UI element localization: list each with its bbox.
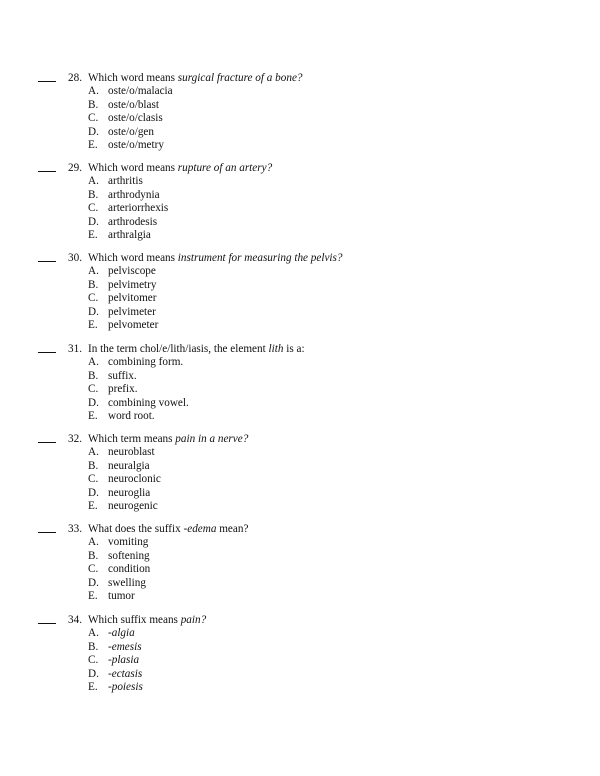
option-text: pelvometer: [108, 319, 159, 332]
question-text-part: In the term chol/e/lith/iasis, the element: [88, 343, 269, 355]
answer-blank[interactable]: [38, 171, 56, 172]
option-letter: A.: [88, 85, 99, 97]
option-text: oste/o/metry: [108, 139, 164, 152]
option-letter: D.: [88, 667, 99, 680]
question-stem: [0, 251, 600, 266]
option-text: oste/o/clasis: [108, 112, 163, 125]
option-text: oste/o/gen: [108, 125, 154, 138]
option-text: neurogenic: [108, 500, 158, 513]
option-letter: D.: [88, 215, 99, 228]
question-text: [88, 161, 272, 175]
option-text: -plasia: [108, 654, 140, 667]
option-letter: E.: [88, 139, 98, 152]
question-32: [0, 432, 600, 513]
option-text: arthralgia: [108, 229, 151, 242]
option-letter: C.: [88, 563, 99, 576]
option-item: [0, 216, 600, 230]
option-text: neuroglia: [108, 486, 151, 499]
option-text: pelvitomer: [108, 292, 157, 305]
question-number: 32.: [68, 433, 82, 445]
option-item: [0, 112, 600, 126]
option-text: pelvimeter: [108, 305, 156, 318]
option-text: suffix.: [108, 369, 137, 382]
option-item: [0, 139, 600, 153]
option-letter: C.: [88, 654, 99, 667]
question-text-part: instrument for measuring the pelvis?: [177, 252, 343, 264]
option-letter: D.: [88, 125, 99, 138]
question-text-part: Which word means: [88, 252, 178, 264]
option-list: [0, 265, 600, 333]
question-30: [0, 251, 600, 332]
question-text-part: mean?: [216, 523, 249, 535]
option-letter: A.: [88, 175, 99, 187]
option-letter: B.: [88, 369, 99, 382]
option-letter: B.: [88, 640, 99, 653]
option-item: [0, 370, 600, 384]
option-text: -algia: [108, 627, 135, 639]
option-text: prefix.: [108, 383, 138, 396]
question-31: [0, 342, 600, 423]
option-item: [0, 627, 600, 641]
option-letter: A.: [88, 265, 99, 277]
option-text: arteriorrhexis: [108, 202, 169, 215]
question-stem: [0, 613, 600, 628]
question-number: 30.: [68, 252, 82, 264]
question-34: [0, 613, 600, 694]
option-text: condition: [108, 563, 151, 576]
option-letter: C.: [88, 383, 99, 396]
question-text-part: is a:: [283, 343, 305, 355]
option-text: combining form.: [108, 356, 184, 368]
option-item: [0, 668, 600, 682]
option-letter: A.: [88, 627, 99, 639]
option-item: [0, 577, 600, 591]
question-text-part: Which word means: [88, 162, 178, 174]
option-item: [0, 306, 600, 320]
answer-blank[interactable]: [38, 442, 56, 443]
question-text-part: surgical fracture of a bone?: [177, 72, 303, 84]
question-text-part: Which term means: [88, 433, 176, 445]
option-letter: E.: [88, 229, 98, 242]
question-text: [88, 71, 303, 85]
option-text: tumor: [108, 590, 135, 603]
question-number: 34.: [68, 614, 82, 626]
question-number: 29.: [68, 162, 82, 174]
question-text-part: -edema: [183, 523, 217, 535]
option-text: -emesis: [108, 640, 142, 653]
option-text: softening: [108, 549, 150, 562]
option-letter: B.: [88, 188, 99, 201]
option-text: oste/o/blast: [108, 98, 159, 111]
answer-blank[interactable]: [38, 352, 56, 353]
option-letter: D.: [88, 305, 99, 318]
option-text: word root.: [108, 410, 155, 423]
option-letter: E.: [88, 500, 98, 513]
question-stem: [0, 522, 600, 537]
option-text: oste/o/malacia: [108, 85, 173, 97]
option-item: [0, 126, 600, 140]
question-stem: [0, 71, 600, 86]
option-list: [0, 175, 600, 243]
option-letter: C.: [88, 112, 99, 125]
option-item: [0, 292, 600, 306]
option-letter: E.: [88, 590, 98, 603]
question-text-part: Which word means: [88, 72, 178, 84]
option-item: [0, 410, 600, 424]
question-text-part: rupture of an artery?: [177, 162, 273, 174]
question-text: [88, 432, 248, 446]
option-letter: A.: [88, 536, 99, 548]
option-list: [0, 446, 600, 514]
option-list: [0, 536, 600, 604]
option-item: [0, 460, 600, 474]
option-letter: B.: [88, 278, 99, 291]
option-letter: E.: [88, 410, 98, 423]
option-item: [0, 446, 600, 460]
question-29: [0, 161, 600, 242]
question-text-part: pain in a nerve?: [175, 433, 249, 445]
question-text: [88, 342, 305, 356]
question-text: [88, 522, 248, 536]
question-number: 28.: [68, 72, 82, 84]
option-letter: C.: [88, 292, 99, 305]
question-number: 31.: [68, 343, 82, 355]
question-text: [88, 251, 343, 265]
option-item: [0, 590, 600, 604]
option-letter: B.: [88, 98, 99, 111]
option-item: [0, 654, 600, 668]
question-stem: [0, 342, 600, 357]
option-item: [0, 536, 600, 550]
option-item: [0, 99, 600, 113]
option-letter: C.: [88, 473, 99, 486]
option-letter: D.: [88, 486, 99, 499]
option-text: arthritis: [108, 175, 143, 187]
option-text: -poiesis: [108, 681, 143, 694]
option-item: [0, 681, 600, 695]
option-item: [0, 202, 600, 216]
option-item: [0, 563, 600, 577]
option-text: neuralgia: [108, 459, 150, 472]
option-item: [0, 500, 600, 514]
option-item: [0, 397, 600, 411]
question-text: [88, 613, 206, 627]
option-list: [0, 627, 600, 695]
question-number: 33.: [68, 523, 82, 535]
answer-blank[interactable]: [38, 623, 56, 624]
option-text: neuroclonic: [108, 473, 161, 486]
answer-blank[interactable]: [38, 81, 56, 82]
option-item: [0, 473, 600, 487]
question-stem: [0, 432, 600, 447]
option-letter: A.: [88, 446, 99, 458]
option-letter: E.: [88, 319, 98, 332]
option-text: arthrodesis: [108, 215, 158, 228]
question-text-part: Which suffix means: [88, 614, 181, 626]
option-item: [0, 189, 600, 203]
option-item: [0, 229, 600, 243]
option-item: [0, 85, 600, 99]
answer-blank[interactable]: [38, 532, 56, 533]
option-text: swelling: [108, 576, 146, 589]
option-letter: D.: [88, 576, 99, 589]
option-letter: D.: [88, 396, 99, 409]
question-stem: [0, 161, 600, 176]
question-text-part: lith: [268, 343, 284, 355]
option-item: [0, 641, 600, 655]
option-text: neuroblast: [108, 446, 155, 458]
question-28: [0, 71, 600, 152]
option-text: -ectasis: [108, 667, 143, 680]
option-text: combining vowel.: [108, 396, 189, 409]
option-letter: A.: [88, 356, 99, 368]
answer-blank[interactable]: [38, 261, 56, 262]
option-text: pelvimetry: [108, 278, 157, 291]
option-list: [0, 356, 600, 424]
option-item: [0, 279, 600, 293]
option-item: [0, 383, 600, 397]
option-letter: E.: [88, 681, 98, 694]
option-item: [0, 487, 600, 501]
option-text: vomiting: [108, 536, 149, 548]
option-text: arthrodynia: [108, 188, 160, 201]
option-text: pelviscope: [108, 265, 156, 277]
question-33: [0, 522, 600, 603]
option-item: [0, 356, 600, 370]
option-item: [0, 175, 600, 189]
question-text-part: pain?: [180, 614, 207, 626]
option-letter: B.: [88, 549, 99, 562]
option-letter: C.: [88, 202, 99, 215]
option-item: [0, 550, 600, 564]
option-letter: B.: [88, 459, 99, 472]
option-list: [0, 85, 600, 153]
question-text-part: What does the suffix: [88, 523, 184, 535]
option-item: [0, 319, 600, 333]
option-item: [0, 265, 600, 279]
